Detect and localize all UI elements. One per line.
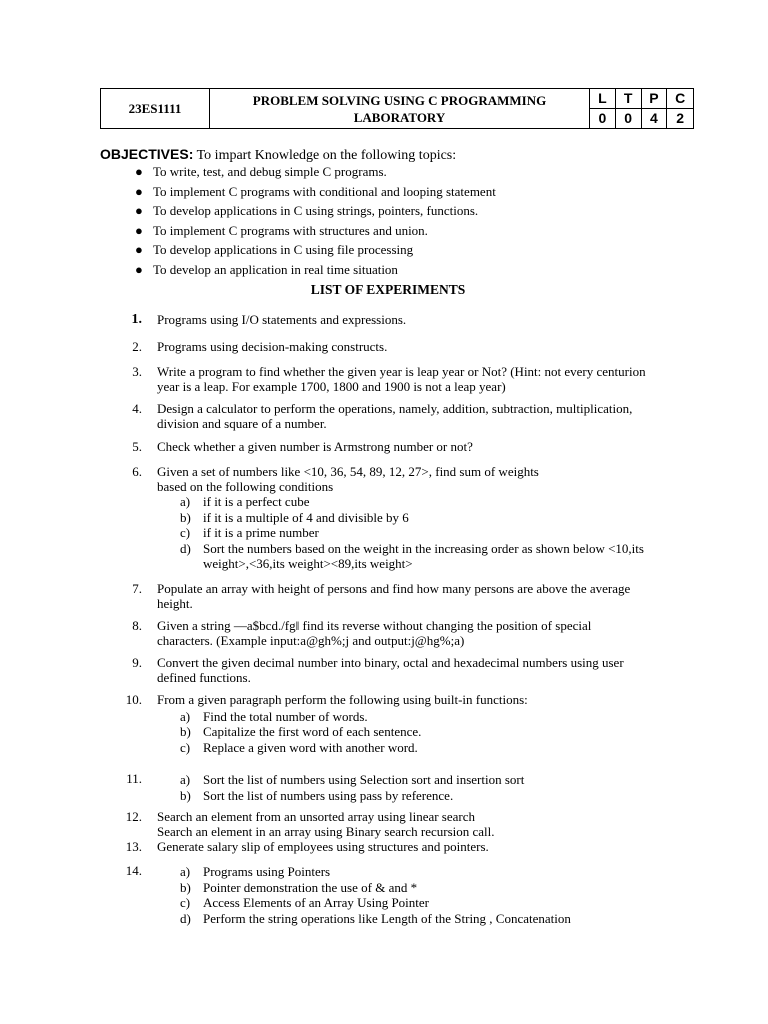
- course-title-line2: LABORATORY: [353, 109, 446, 125]
- experiment-item: [100, 440, 700, 455]
- experiment-line: Write a program to find whether the given year is leap year or Not? (Hint: not every centurion: [157, 364, 646, 379]
- experiment-line: Check whether a given number is Armstrong number or not?: [157, 439, 473, 454]
- subitem-letter: a): [180, 494, 191, 509]
- experiment-number: 12.: [125, 809, 142, 824]
- bullet-icon: ●: [135, 222, 143, 238]
- experiment-text: [157, 840, 700, 855]
- objective-item: [133, 222, 496, 242]
- experiments-heading: LIST OF EXPERIMENTS: [310, 282, 466, 297]
- objective-text: To implement C programs with conditional and looping statement: [153, 183, 496, 199]
- ltpc-label-p: P: [642, 89, 668, 109]
- subitem-letter: b): [180, 879, 191, 895]
- experiment-number: 5.: [132, 439, 142, 454]
- experiment-line: Programs using decision-making constructs.: [157, 339, 388, 354]
- experiment-item: [100, 864, 700, 926]
- objective-text: To develop applications in C using file processing: [153, 242, 414, 258]
- subitem-text: Sort the list of numbers using pass by reference.: [203, 787, 454, 803]
- experiment-line: Given a string —a$bcd./fg‖ find its reverse without changing the position of special: [157, 618, 592, 633]
- experiment-text: [157, 365, 700, 394]
- bullet-icon: ●: [135, 203, 143, 219]
- ltpc-value-l: 0: [590, 109, 616, 129]
- experiment-line: defined functions.: [157, 669, 251, 685]
- experiment-subitem: [157, 788, 700, 804]
- experiment-item: [100, 465, 700, 572]
- experiment-subitem: [157, 911, 700, 927]
- experiment-item: [100, 840, 700, 855]
- experiment-line: Search an element in an array using Binary search recursion call.: [157, 823, 495, 839]
- objective-text: To develop an application in real time situation: [153, 261, 398, 277]
- experiment-subitem: [157, 880, 700, 896]
- objective-item: [133, 163, 496, 183]
- experiment-line: Design a calculator to perform the operations, namely, addition, subtraction, multiplication,: [157, 401, 633, 416]
- experiment-text: [157, 772, 700, 803]
- experiment-line: Search an element from an unsorted array using linear search: [157, 809, 476, 824]
- experiment-number: 13.: [125, 839, 142, 854]
- subitem-text: Find the total number of words.: [203, 708, 368, 724]
- subitem-letter: c): [180, 739, 191, 755]
- experiment-number: 10.: [125, 692, 142, 707]
- experiment-item: [100, 402, 700, 431]
- objective-text: To write, test, and debug simple C programs.: [153, 164, 387, 179]
- experiment-number: 1.: [131, 312, 142, 327]
- experiment-line: Populate an array with height of persons and find how many persons are above the average: [157, 581, 631, 596]
- experiment-line: division and square of a number.: [157, 415, 327, 431]
- objective-text: To develop applications in C using strings, pointers, functions.: [153, 203, 479, 219]
- experiment-text: [157, 313, 700, 328]
- experiment-line: characters. (Example input:a@gh%;j and output:j@hg%;a): [157, 632, 465, 648]
- experiment-item: [100, 810, 700, 839]
- experiment-subitem: [157, 541, 700, 572]
- subitem-text: Sort the numbers based on the weight in the increasing order as shown below <10,its: [203, 540, 644, 556]
- experiment-text: [157, 619, 700, 648]
- experiment-text: [157, 656, 700, 685]
- subitem-text: Sort the list of numbers using Selection sort and insertion sort: [203, 772, 525, 787]
- experiment-item: [100, 656, 700, 685]
- subitem-letter: d): [180, 910, 191, 926]
- experiment-number: 2.: [132, 339, 142, 354]
- ltpc-grid: [590, 89, 693, 128]
- experiment-line: Given a set of numbers like <10, 36, 54, 89, 12, 27>, find sum of weights: [157, 464, 539, 479]
- subitem-letter: d): [180, 540, 191, 556]
- subitem-text: Access Elements of an Array Using Pointer: [203, 895, 430, 910]
- course-code: 23ES1111: [101, 89, 210, 128]
- bullet-icon: ●: [135, 183, 143, 199]
- objective-item: [133, 202, 496, 222]
- experiment-item: [100, 365, 700, 394]
- objective-item: [133, 241, 496, 261]
- experiment-item: [100, 582, 700, 611]
- subitem-text: Perform the string operations like Length of the String , Concatenation: [203, 910, 571, 926]
- experiment-number: 3.: [132, 364, 142, 379]
- subitem-text: Capitalize the first word of each sentence.: [203, 724, 422, 739]
- experiment-number: 9.: [132, 655, 142, 670]
- subitem-letter: a): [180, 772, 191, 787]
- subitem-text: Pointer demonstration the use of & and *: [203, 879, 418, 895]
- experiment-line: From a given paragraph perform the following using built-in functions:: [157, 692, 528, 707]
- subitem-letter: a): [180, 708, 191, 724]
- experiment-text: [157, 340, 700, 355]
- subitem-letter: b): [180, 724, 191, 739]
- course-header-table: [100, 88, 694, 129]
- ltpc-label-c: C: [667, 89, 693, 109]
- experiment-item: [100, 772, 700, 803]
- objective-text: To implement C programs with structures and union.: [153, 222, 428, 238]
- experiment-text: [157, 402, 700, 431]
- ltpc-value-c: 2: [676, 110, 685, 127]
- experiment-line: height.: [157, 595, 193, 611]
- experiment-line: Convert the given decimal number into binary, octal and hexadecimal numbers using user: [157, 655, 624, 670]
- experiment-number: 11.: [126, 771, 142, 786]
- objectives-list: [133, 163, 496, 281]
- ltpc-label-l: L: [590, 89, 616, 109]
- objectives-label: OBJECTIVES:: [100, 146, 194, 162]
- experiment-text: [157, 864, 700, 926]
- experiment-subitem: [157, 740, 700, 756]
- ltpc-value-p: 4: [642, 109, 668, 129]
- experiment-number: 14.: [125, 863, 142, 878]
- bullet-icon: ●: [135, 242, 143, 258]
- experiment-line: based on the following conditions: [157, 478, 334, 494]
- experiment-item: [100, 340, 700, 355]
- subitem-letter: b): [180, 787, 191, 803]
- experiment-number: 7.: [132, 581, 142, 596]
- experiment-text: [157, 465, 700, 572]
- experiment-text: [157, 582, 700, 611]
- subitem-letter: b): [180, 509, 191, 525]
- experiment-number: 8.: [132, 618, 142, 633]
- subitem-text: weight>,<36,its weight><89,its weight>: [203, 556, 413, 571]
- experiment-number: 4.: [132, 401, 142, 416]
- experiment-item: [100, 619, 700, 648]
- ltpc-value-t: 0: [616, 109, 642, 129]
- subitem-letter: c): [180, 895, 191, 910]
- experiment-subitem: [157, 864, 700, 880]
- course-title-line1: PROBLEM SOLVING USING C PROGRAMMING: [252, 92, 547, 108]
- experiment-line: year is a leap. For example 1700, 1800 and 1900 is not a leap year): [157, 378, 506, 394]
- experiment-text: [157, 440, 700, 455]
- experiment-text: [157, 693, 700, 755]
- experiment-item: [100, 693, 700, 755]
- subitem-text: if it is a prime number: [203, 525, 319, 540]
- experiment-line: Programs using I/O statements and expressions.: [157, 312, 407, 327]
- experiment-subitem: [157, 709, 700, 725]
- experiment-subitem: [157, 494, 700, 510]
- bullet-icon: ●: [135, 164, 143, 179]
- subitem-text: Programs using Pointers: [203, 864, 331, 879]
- objective-item: [133, 183, 496, 203]
- subitem-text: Replace a given word with another word.: [203, 739, 418, 755]
- experiment-item: [100, 313, 700, 328]
- experiment-subitem: [157, 525, 700, 541]
- subitem-text: if it is a multiple of 4 and divisible by 6: [203, 509, 409, 525]
- objectives-intro: To impart Knowledge on the following topics:: [196, 148, 457, 163]
- experiment-subitem: [157, 510, 700, 526]
- experiment-subitem: [157, 895, 700, 911]
- objective-item: [133, 261, 496, 281]
- experiment-number: 6.: [132, 464, 142, 479]
- experiment-subitem: [157, 772, 700, 788]
- bullet-icon: ●: [135, 261, 143, 277]
- experiment-subitem: [157, 724, 700, 740]
- experiment-line: Generate salary slip of employees using structures and pointers.: [157, 839, 489, 854]
- objectives-heading: [100, 146, 456, 164]
- course-title: [210, 89, 590, 128]
- subitem-letter: a): [180, 864, 191, 879]
- experiment-text: [157, 810, 700, 839]
- subitem-letter: c): [180, 525, 191, 540]
- ltpc-label-t: T: [616, 89, 642, 109]
- subitem-text: if it is a perfect cube: [203, 494, 310, 509]
